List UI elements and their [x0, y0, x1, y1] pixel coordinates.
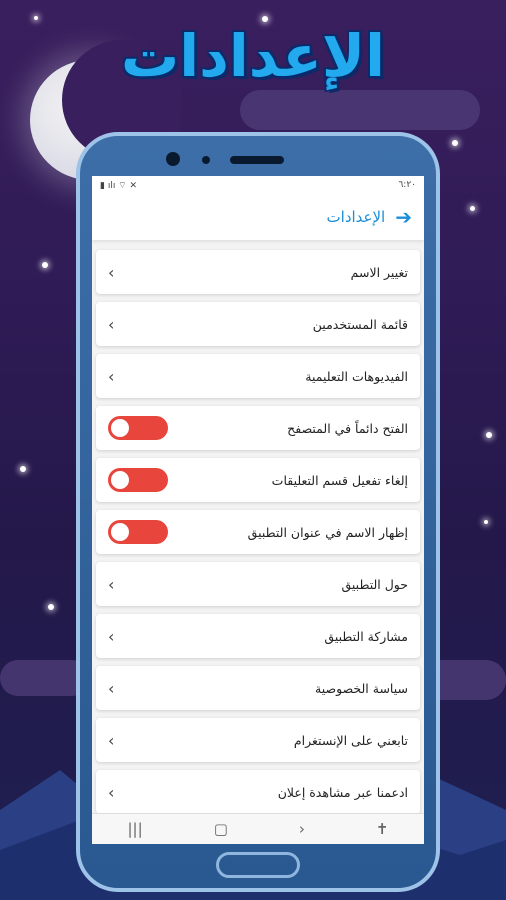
- toggle-knob: [111, 471, 129, 489]
- back-icon[interactable]: ›: [298, 820, 305, 838]
- chevron-left-icon: ‹: [108, 314, 115, 334]
- chevron-left-icon: ‹: [108, 678, 115, 698]
- settings-item-label: مشاركة التطبيق: [324, 628, 408, 644]
- settings-item-label: إظهار الاسم في عنوان التطبيق: [247, 524, 408, 540]
- speaker: [230, 156, 284, 164]
- settings-item[interactable]: [96, 770, 420, 814]
- chevron-left-icon: ‹: [108, 782, 115, 802]
- toggle-knob: [111, 523, 129, 541]
- star: [42, 262, 48, 268]
- settings-item[interactable]: [96, 510, 420, 554]
- settings-item[interactable]: [96, 250, 420, 294]
- settings-item-label: الفتح دائماً في المتصفح: [287, 420, 408, 436]
- settings-item-label: تغيير الاسم: [350, 264, 408, 280]
- chevron-left-icon: ‹: [108, 574, 115, 594]
- star: [20, 466, 26, 472]
- settings-item[interactable]: [96, 458, 420, 502]
- status-time: ٦:٢٠: [398, 180, 416, 190]
- recent-apps-icon[interactable]: |||: [127, 820, 143, 838]
- settings-item[interactable]: [96, 302, 420, 346]
- status-bar: [92, 176, 424, 194]
- phone-frame: [76, 132, 440, 892]
- star: [484, 520, 488, 524]
- star: [34, 16, 38, 20]
- home-icon[interactable]: ▢: [213, 820, 228, 838]
- cloud: [240, 90, 480, 130]
- chevron-left-icon: ‹: [108, 366, 115, 386]
- toggle-switch[interactable]: [108, 468, 168, 492]
- settings-item-label: الفيديوهات التعليمية: [305, 368, 408, 384]
- settings-item[interactable]: [96, 614, 420, 658]
- settings-item[interactable]: [96, 562, 420, 606]
- toggle-knob: [111, 419, 129, 437]
- page-title: الإعدادات: [326, 208, 386, 226]
- toggle-switch[interactable]: [108, 416, 168, 440]
- settings-item[interactable]: [96, 718, 420, 762]
- camera: [166, 152, 180, 166]
- home-button[interactable]: [216, 852, 300, 878]
- toggle-switch[interactable]: [108, 520, 168, 544]
- settings-item-label: إلغاء تفعيل قسم التعليقات: [271, 472, 408, 488]
- star: [470, 206, 475, 211]
- settings-item-label: ادعمنا عبر مشاهدة إعلان: [277, 784, 408, 800]
- settings-item[interactable]: [96, 354, 420, 398]
- chevron-left-icon: ‹: [108, 262, 115, 282]
- star: [486, 432, 492, 438]
- arrow-right-icon[interactable]: ➔: [395, 205, 412, 229]
- settings-item-label: قائمة المستخدمين: [312, 316, 408, 332]
- accessibility-icon[interactable]: ✝: [375, 820, 389, 838]
- settings-item-label: سياسة الخصوصية: [315, 680, 408, 696]
- app-screen: [92, 176, 424, 844]
- settings-list: [92, 240, 424, 814]
- system-nav-bar: [92, 813, 424, 844]
- chevron-left-icon: ‹: [108, 730, 115, 750]
- chevron-left-icon: ‹: [108, 626, 115, 646]
- star: [48, 604, 54, 610]
- status-icons: ▮ ılı ⌔ ✕: [100, 180, 138, 191]
- app-header: [92, 194, 424, 240]
- banner-title: الإعدادات: [120, 22, 385, 90]
- settings-item-label: حول التطبيق: [341, 576, 408, 592]
- settings-item[interactable]: [96, 406, 420, 450]
- sensor: [202, 156, 210, 164]
- star: [452, 140, 458, 146]
- settings-item-label: تابعني على الإنستغرام: [293, 732, 408, 748]
- settings-item[interactable]: [96, 666, 420, 710]
